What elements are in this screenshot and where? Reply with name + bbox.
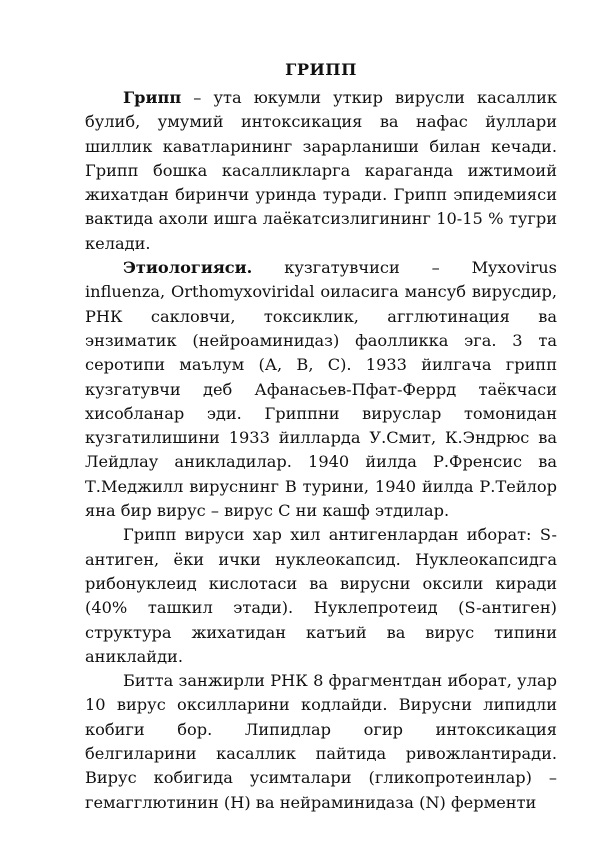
paragraph-intro-text: – ута юкумли уткир вирусли касаллик булиб, умумий интоксикация ва нафас йуллари шиллик каватларининг зарарланиши билан кечади. Грипп бошка касалликларга караганда ижтимоий жихатдан биринчи уринда туради. Грипп эпидемияси вактида ахоли ишга лаёкатсизлигининг 10-15 % тугри келади. (85, 88, 557, 253)
paragraph-intro-lead: Грипп (123, 88, 182, 107)
paragraph-rna-text: Битта занжирли РНК 8 фрагментдан иборат, улар 10 вирус оксилларини кодлайди. Вирусни липидли кобиги бор. Липидлар огир интоксикация белгиларини касаллик пайтида ривожлантиради. Вирус кобигида усимталари (гликопротеинлар) – гемагглютинин (Н) ва нейраминидаза (N) ферменти (85, 671, 557, 812)
paragraph-antigens-text: Грипп вируси хар хил антигенлардан иборат: S-антиген, ёки ички нуклеокапсид. Нуклеокапсидга рибонуклеид кислотаси ва вирусни оксили киради (40% ташкил этади). Нуклепротеид (S-антиген) структура жихатидан катъий ва вирус типини аниклайди. (85, 525, 557, 666)
page-title: ГРИПП (285, 60, 357, 79)
paragraph-antigens (85, 523, 557, 669)
paragraph-intro (85, 86, 557, 256)
paragraph-etiology-lead: Этиологияси. (123, 258, 253, 278)
document-page (85, 58, 557, 815)
paragraph-etiology-text: кузгатувчиси – Myxovirus influenza, Orthomyxoviridal оиласига мансуб вирусдир, РНК сакловчи, токсиклик, агглютинация ва энзиматик (нейроаминидаз) фаолликка эга. 3 та серотипи маълум (А, В, С). 1933 йилгача грипп кузгатувчи деб Афанасьев-Пфат-Феррд таёкчаси хисобланар эди. Гриппни вируслар томонидан кузгатилишини 1933 йилларда У.Смит, К.Эндрюс ва Лейдлау аникладилар. 1940 йилда Р.Френсис ва Т.Меджилл вируснинг В турини, 1940 йилда Р.Тейлор яна бир вирус – вирус С ни кашф этдилар. (85, 258, 557, 521)
paragraph-etiology (85, 256, 557, 523)
paragraph-rna (85, 669, 557, 815)
